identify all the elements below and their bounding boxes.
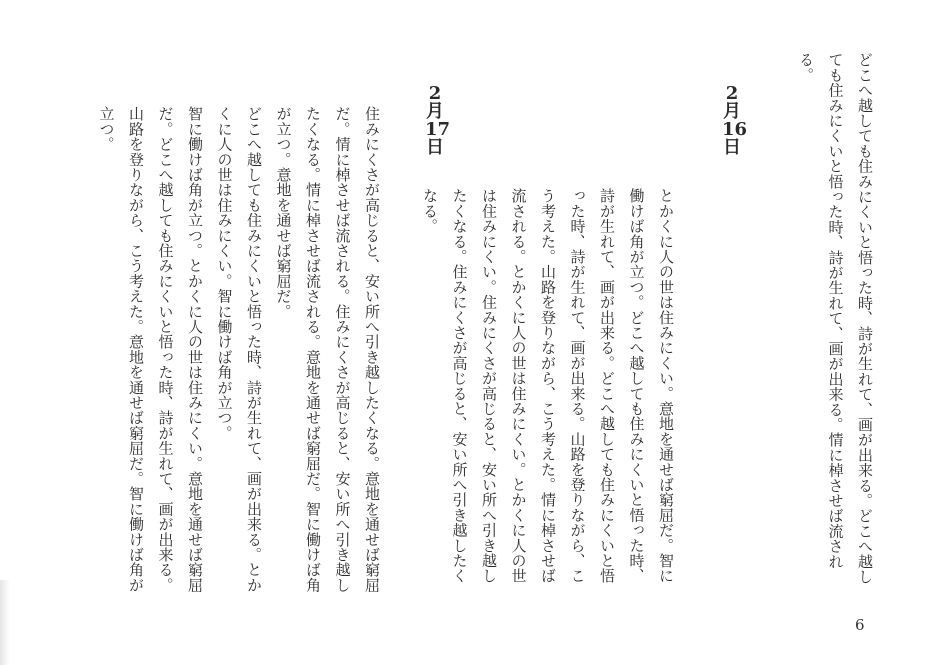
entry-date-heading: [722, 83, 748, 158]
paragraph: とかくに人の世は住みにくい。意地を通せば窮屈だ。智に働けば角が立つ。どこへ越しても住みにくいと悟った時、詩が生れて、画が出来る。どこへ越しても住みにくいと悟った時、詩が生れて、画が出来る。山路を登りながら、こう考えた。山路を登りながら、こう考えた。情に棹させば流される。とかくに人の世は住みにくい。とかくに人の世は住みにくい。住みにくさが高じると、安い所へ引き越したくなる。住みにくさが高じると、安い所へ引き越したくなる。: [421, 188, 675, 584]
date-day: 16: [722, 119, 748, 140]
date-month-char: 月: [426, 101, 444, 122]
paragraph: 智に働けば角が立つ。とかくに人の世は住みにくい。意地を通せば窮屈だ。どこへ越しても住みにくいと悟った時、詩が生れて、画が出来る。山路を登りながら、こう考えた。意地を通せば窮屈だ。智に働けば角が立つ。: [97, 106, 204, 593]
entry-body: [421, 188, 680, 588]
date-day-char: 日: [723, 137, 741, 158]
paragraph: どこへ越しても住みにくいと悟った時、詩が生れて、画が出来る。とかくに人の世は住みにくい。智に働けば角が立つ。: [215, 106, 263, 593]
page-number: 6: [855, 616, 865, 634]
date-day: 17: [425, 119, 451, 140]
entry-body: [97, 106, 386, 596]
paragraph: 住みにくさが高じると、安い所へ引き越したくなる。意地を通せば窮屈だ。情に棹させば流される。住みにくさが高じると、安い所へ引き越したくなる。情に棹させば流される。意地を通せば窮屈だ。智に働けば角が立つ。意地を通せば窮屈だ。: [274, 106, 381, 593]
page-edge-shadow: [0, 580, 10, 665]
continuation-text: [797, 52, 879, 592]
date-month-char: 月: [723, 101, 741, 122]
paragraph: どこへ越しても住みにくいと悟った時、詩が生れて、画が出来る。どこへ越しても住みにくいと悟った時、詩が生れて、画が出来る。情に棹させば流される。: [797, 52, 874, 584]
date-day-char: 日: [426, 137, 444, 158]
date-month: 2: [428, 83, 442, 104]
entry-date-heading: [425, 83, 451, 158]
date-month: 2: [725, 83, 739, 104]
